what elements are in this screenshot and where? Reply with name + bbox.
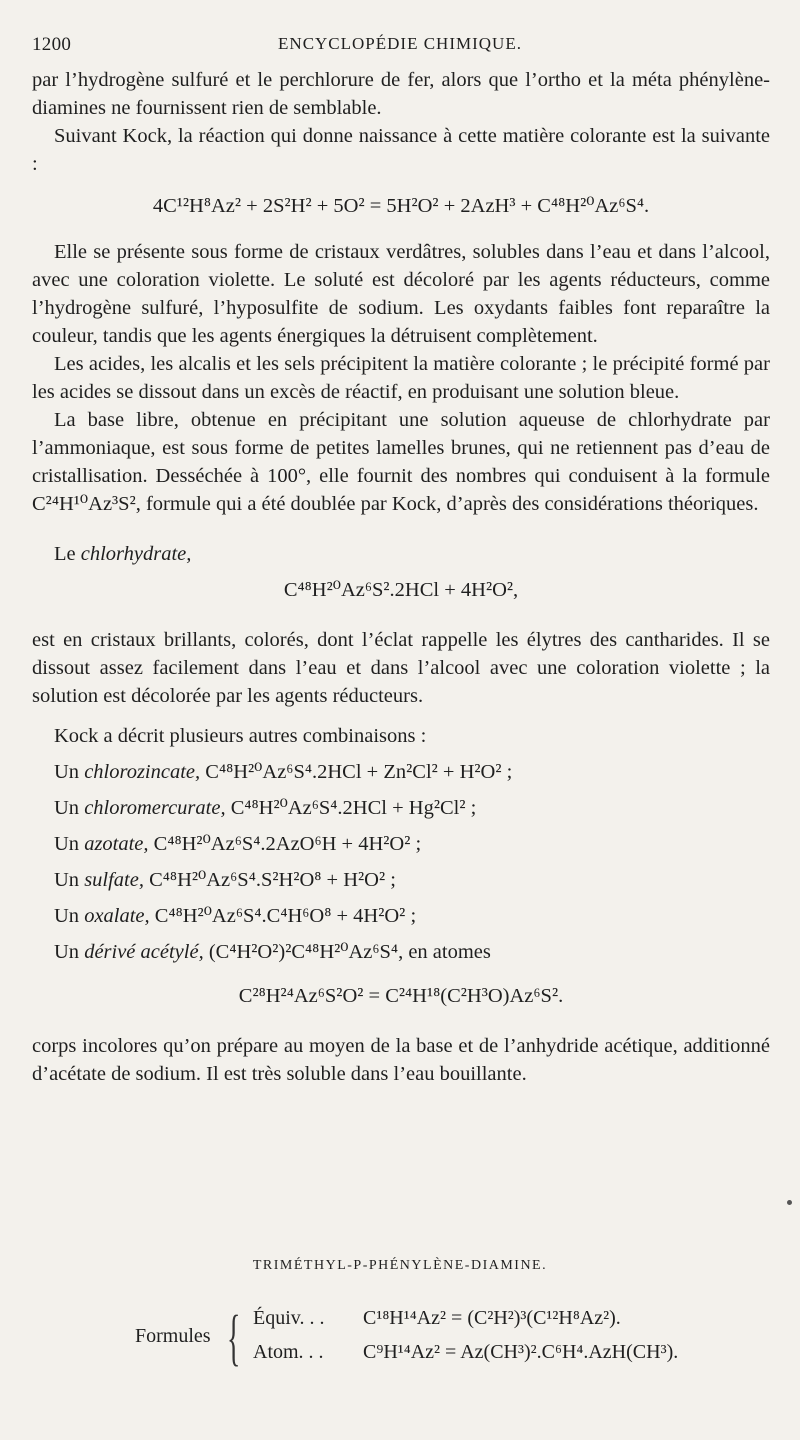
- paragraph: corps incolores qu’on prépare au moyen de la base et de l’anhydride acétique, additionné d’acétate de sodium. Il est très soluble dans l’eau bouillante.: [32, 1035, 770, 1085]
- list-intro: Kock a décrit plusieurs autres combinaisons :: [54, 725, 427, 747]
- body-text: [32, 66, 770, 1088]
- paragraph: est en cristaux brillants, colorés, dont l’éclat rappelle les élytres des cantharides. Il se dissout assez facilement dans l’eau et dans l’alcool avec une coloration violette ; la solution est décolorée par les agents réducteurs.: [32, 629, 770, 707]
- list-item: Un azotate, C⁴⁸H²⁰Az⁶S⁴.2AzO⁶H + 4H²O² ;: [54, 833, 422, 855]
- combination-list: [32, 718, 770, 970]
- equiv-label: Équiv. . .: [253, 1307, 325, 1329]
- list-item: Un sulfate, C⁴⁸H²⁰Az⁶S⁴.S²H²O⁸ + H²O² ;: [54, 869, 396, 891]
- list-item: Un chloromercurate, C⁴⁸H²⁰Az⁶S⁴.2HCl + Hg²Cl² ;: [54, 797, 477, 819]
- paragraph: La base libre, obtenue en précipitant une solution aqueuse de chlorhydrate par l’ammoniaque, est sous forme de petites lamelles brunes, qui ne retiennent pas d’eau de cristallisation. Desséchée à 100°, elle fournit des nombres qui conduisent à la formule C²⁴H¹⁰Az³S², formule qui a été doublée par Kock, d’après des considérations théoriques.: [32, 409, 770, 515]
- equiv-formula: C¹⁸H¹⁴Az² = (C²H²)³(C¹²H⁸Az²).: [363, 1307, 621, 1329]
- formula-row-atom: [253, 1341, 678, 1364]
- list-item: Un dérivé acétylé, (C⁴H²O²)²C⁴⁸H²⁰Az⁶S⁴, en atomes: [54, 941, 491, 963]
- list-item: Un chlorozincate, C⁴⁸H²⁰Az⁶S⁴.2HCl + Zn²Cl² + H²O² ;: [54, 761, 513, 783]
- equation: 4C¹²H⁸Az² + 2S²H² + 5O² = 5H²O² + 2AzH³ + C⁴⁸H²⁰Az⁶S⁴.: [152, 195, 650, 217]
- equation: C⁴⁸H²⁰Az⁶S².2HCl + 4H²O²,: [283, 579, 519, 601]
- paragraph: [32, 540, 770, 568]
- paragraph: Elle se présente sous forme de cristaux verdâtres, solubles dans l’eau et dans l’alcool, avec une coloration violette. Le soluté est décoloré par les agents réducteurs, comme l’hydrogène sulfuré, l’hyposulfite de sodium. Les oxydants faibles font reparaître la couleur, tandis que les agents énergiques la détruisent complètement.: [32, 241, 770, 347]
- paragraph: Les acides, les alcalis et les sels précipitent la matière colorante ; le précipité formé par les acides se dissout dans un excès de réactif, en produisant une solution bleue.: [32, 353, 770, 403]
- ink-spot: [787, 1200, 792, 1205]
- atom-label: Atom. . .: [253, 1341, 324, 1363]
- term-chlorhydrate: chlorhydrate,: [80, 543, 192, 565]
- paragraph: Suivant Kock, la réaction qui donne naissance à cette matière colorante est la suivante :: [32, 125, 770, 175]
- brace-icon: {: [227, 1304, 241, 1372]
- formula-row-equiv: [253, 1307, 621, 1330]
- running-title: ENCYCLOPÉDIE CHIMIQUE.: [278, 34, 522, 53]
- formulas-block: [135, 1305, 755, 1375]
- formulas-label: Formules: [135, 1325, 211, 1347]
- page-number: 1200: [32, 34, 72, 55]
- list-item: Un oxalate, C⁴⁸H²⁰Az⁶S⁴.C⁴H⁶O⁸ + 4H²O² ;: [54, 905, 417, 927]
- page-header: [32, 34, 768, 60]
- section-title: TRIMÉTHYL-P-PHÉNYLÈNE-DIAMINE.: [252, 1258, 548, 1273]
- paragraph: par l’hydrogène sulfuré et le perchlorure de fer, alors que l’ortho et la méta phénylène-diamines ne fournissent rien de semblable.: [32, 69, 770, 119]
- text-span: Le: [54, 543, 81, 565]
- atom-formula: C⁹H¹⁴Az² = Az(CH³)².C⁶H⁴.AzH(CH³).: [363, 1341, 679, 1363]
- equation: C²⁸H²⁴Az⁶S²O² = C²⁴H¹⁸(C²H³O)Az⁶S².: [238, 985, 564, 1007]
